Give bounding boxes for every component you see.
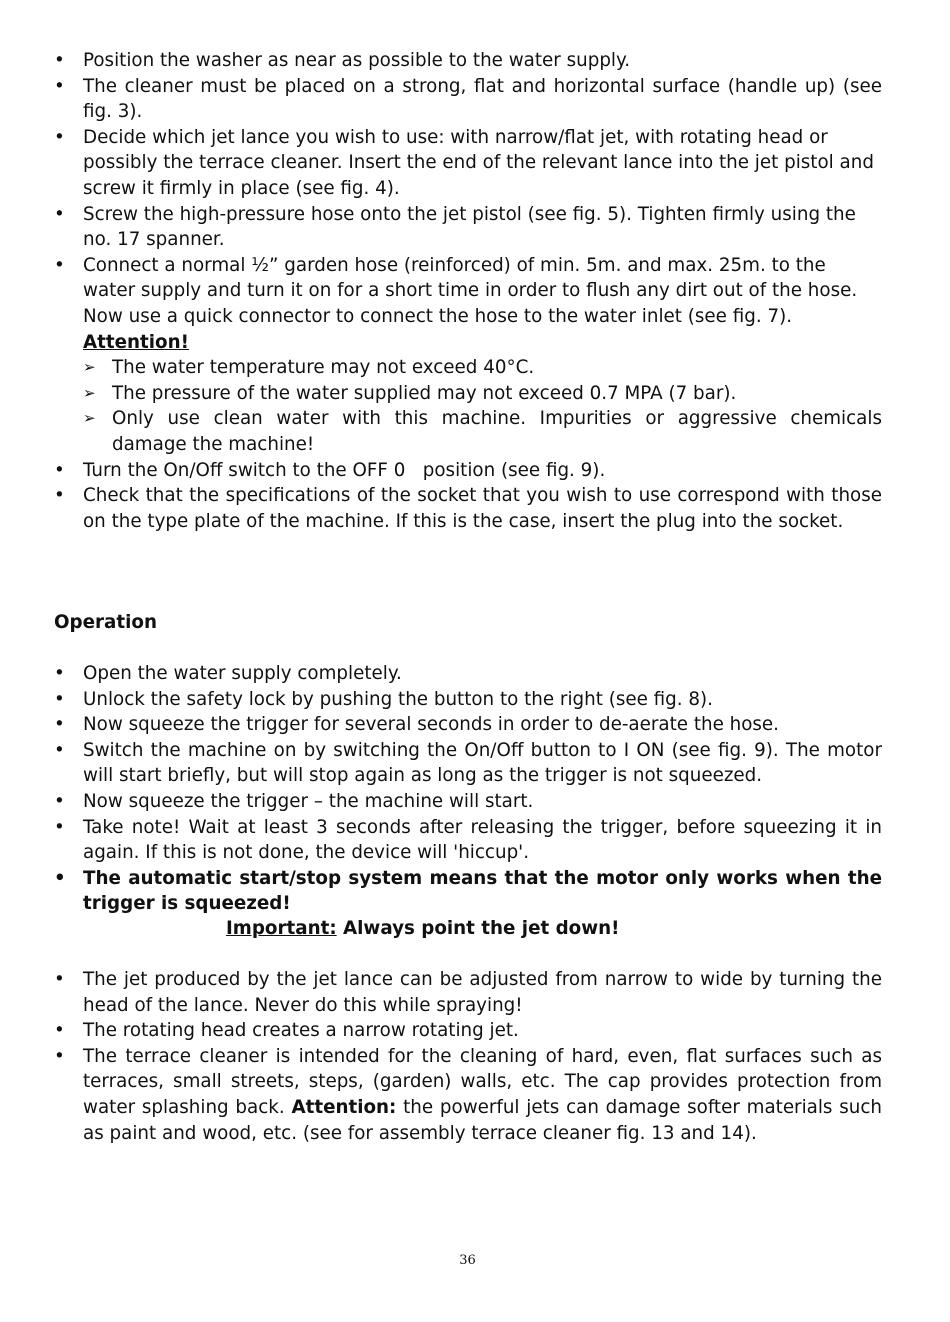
list-item: • The rotating head creates a narrow rotating jet. [54, 1018, 882, 1044]
attention-item: ➢ The water temperature may not exceed 40°C. [83, 355, 882, 381]
section-heading-operation: Operation [54, 612, 157, 633]
lance-list [54, 967, 882, 1146]
attention-item: ➢ The pressure of the water supplied may not exceed 0.7 MPA (7 bar). [83, 381, 882, 407]
list-item: • Switch the machine on by switching the On/Off button to I ON (see fig. 9). The motor will start briefly, but will stop again as long as the trigger is not squeezed. [54, 738, 882, 789]
list-item: • Now squeeze the trigger for several seconds in order to de-aerate the hose. [54, 712, 882, 738]
list-item [54, 1044, 882, 1146]
list-item: • Unlock the safety lock by pushing the button to the right (see fig. 8). [54, 687, 882, 713]
list-item: • Open the water supply completely. [54, 661, 882, 687]
list-item: • Screw the high-pressure hose onto the jet pistol (see fig. 5). Tighten firmly using the no. 17 spanner. [54, 202, 882, 253]
list-item: • Turn the On/Off switch to the OFF 0 position (see fig. 9). [54, 458, 882, 484]
setup-list [54, 48, 882, 534]
attention-item: ➢ Only use clean water with this machine. Impurities or aggressive chemicals damage the machine! [83, 406, 882, 457]
list-item-text: • Connect a normal ½” garden hose (reinforced) of min. 5m. and max. 25m. to the water supply and turn it on for a short time in order to flush any dirt out of the hose. Now use a quick connector to connect the hose to the water inlet (see fig. 7). [83, 254, 858, 327]
list-item [54, 253, 882, 458]
important-note [226, 916, 619, 942]
list-item: • Position the washer as near as possible to the water supply. [54, 48, 882, 74]
attention-heading: Attention! [83, 331, 189, 353]
operation-list [54, 661, 882, 917]
list-item: • The jet produced by the jet lance can be adjusted from narrow to wide by turning the head of the lance. Never do this while spraying! [54, 967, 882, 1018]
terrace-attention-label: Attention: [291, 1096, 397, 1118]
terrace-text-end: the powerful jets can damage softer materials such as paint and wood, etc. (see for assembly terrace cleaner fig. 13 and 14). [83, 1096, 882, 1144]
list-item: • The cleaner must be placed on a strong, flat and horizontal surface (handle up) (see fig. 3). [54, 74, 882, 125]
terrace-text: The terrace cleaner is intended for the cleaning of hard, even, flat surfaces such as terraces, small streets, steps, (garden) walls, etc. The cap provides protection from water splashing back. [83, 1045, 882, 1118]
list-item: • Take note! Wait at least 3 seconds after releasing the trigger, before squeezing it in again. If this is not done, the device will 'hiccup'. [54, 815, 882, 866]
important-label: Important: [226, 918, 337, 939]
list-item: • Check that the specifications of the socket that you wish to use correspond with those on the type plate of the machine. If this is the case, insert the plug into the socket. [54, 483, 882, 534]
list-item: • Decide which jet lance you wish to use: with narrow/flat jet, with rotating head or possibly the terrace cleaner. Insert the end of the relevant lance into the jet pistol and screw it firmly in place (see fig. 4). [54, 125, 882, 202]
page-number: 36 [459, 1253, 476, 1268]
list-item: • Now squeeze the trigger – the machine will start. [54, 789, 882, 815]
important-text: Always point the jet down! [336, 918, 620, 939]
list-item-bold: • The automatic start/stop system means that the motor only works when the trigger is squeezed! [54, 866, 882, 917]
